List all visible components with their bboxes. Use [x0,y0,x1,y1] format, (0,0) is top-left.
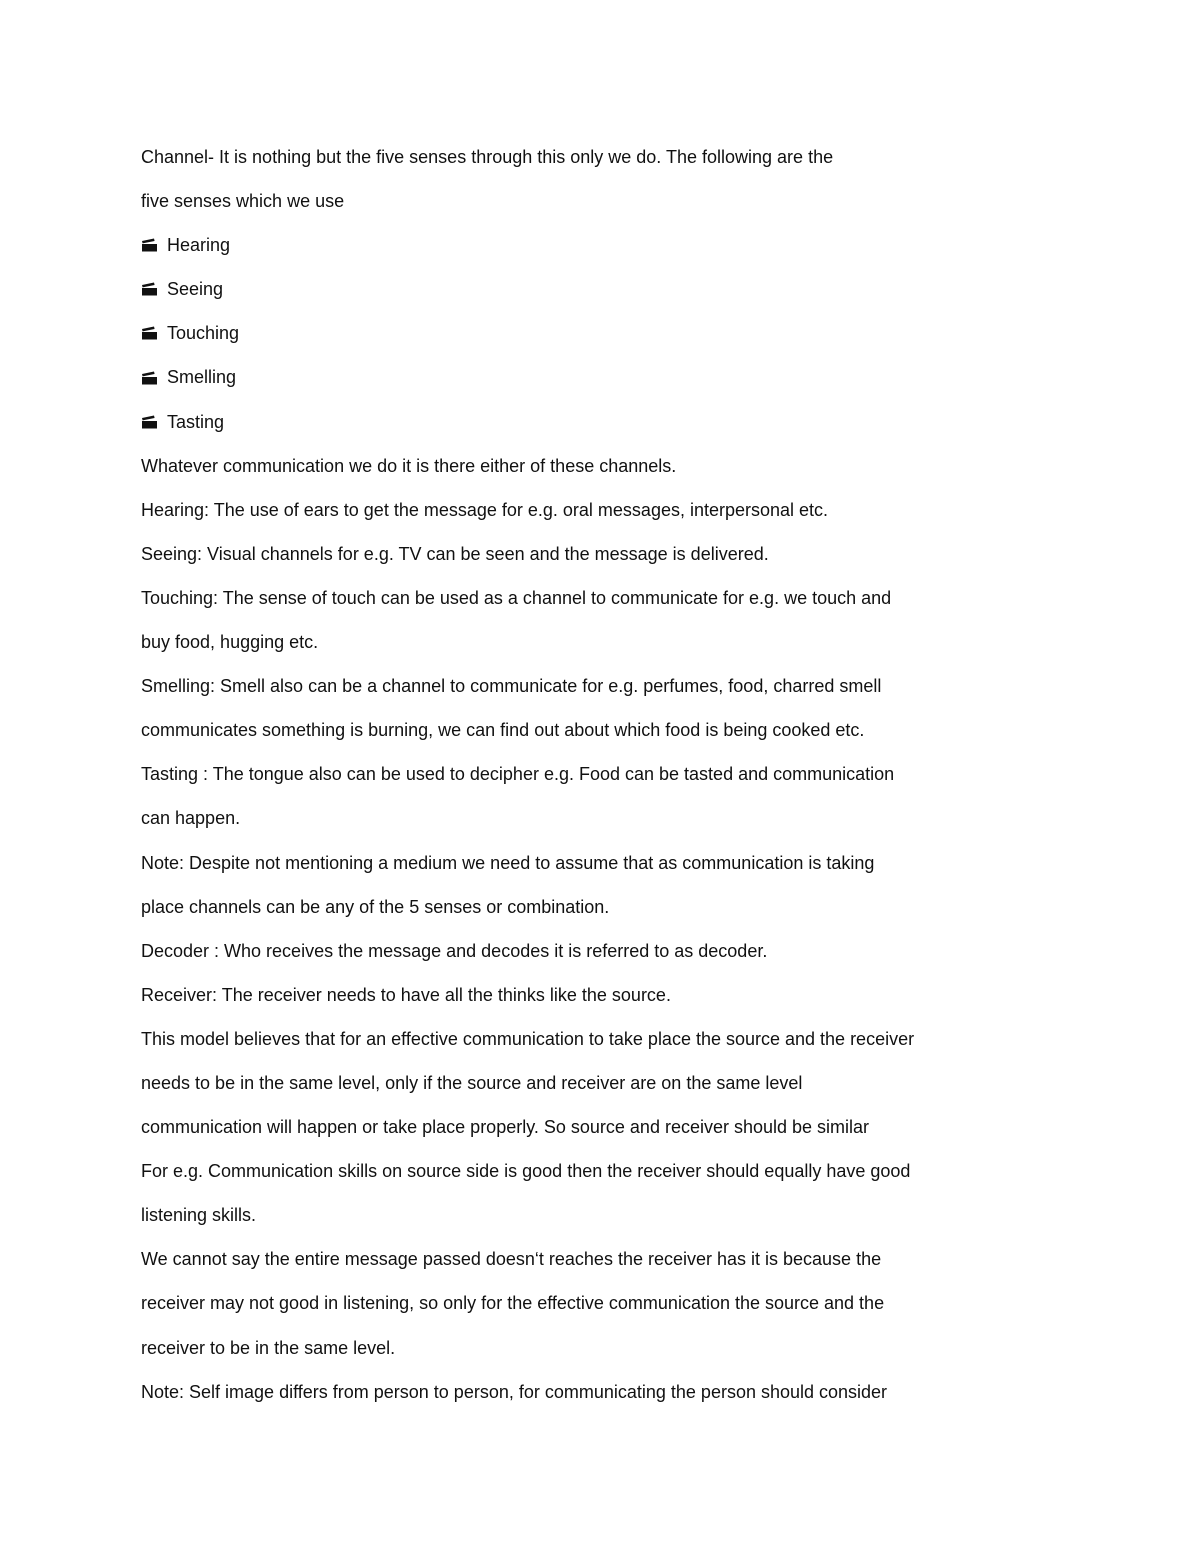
list-item-label: Seeing [167,279,224,300]
list-item-label: Smelling [167,367,237,388]
body-line-16: communication will happen or take place properly. So source and receiver should be similar [141,1117,870,1138]
body-line-11: place channels can be any of the 5 senses or combination. [141,896,610,917]
list-item-hearing [141,223,1021,267]
list-item-smelling [141,355,1021,399]
body-line-21: receiver to be in the same level. [141,1337,396,1358]
body-line-3: Seeing: Visual channels for e.g. TV can be seen and the message is delivered. [141,543,769,564]
clapperboard-icon [141,415,167,429]
body-line-10: Note: Despite not mentioning a medium we need to assume that as communication is taking [141,852,875,873]
body-line-13: Receiver: The receiver needs to have all the thinks like the source. [141,984,671,1005]
body-line-22: Note: Self image differs from person to person, for communicating the person should consider [141,1381,888,1402]
clapperboard-icon [141,238,167,252]
list-item-touching [141,311,1021,355]
body-line-17: For e.g. Communication skills on source side is good then the receiver should equally have good [141,1161,911,1182]
list-item-label: Hearing [167,235,231,256]
list-item-tasting [141,400,1021,444]
body-line-4: Touching: The sense of touch can be used as a channel to communicate for e.g. we touch and [141,587,892,608]
clapperboard-icon [141,282,167,296]
body-line-5: buy food, hugging etc. [141,632,319,653]
body-line-1: Whatever communication we do it is there either of these channels. [141,455,677,476]
clapperboard-icon [141,326,167,340]
body-line-14: This model believes that for an effective communication to take place the source and the receiver [141,1028,915,1049]
body-line-20: receiver may not good in listening, so only for the effective communication the source and the [141,1293,885,1314]
body-line-2: Hearing: The use of ears to get the message for e.g. oral messages, interpersonal etc. [141,499,829,520]
body-line-15: needs to be in the same level, only if the source and receiver are on the same level [141,1072,803,1093]
body-line-19: We cannot say the entire message passed doesn‘t reaches the receiver has it is because the [141,1249,882,1270]
list-item-label: Tasting [167,411,225,432]
body-line-18: listening skills. [141,1205,257,1226]
body-line-8: Tasting : The tongue also can be used to decipher e.g. Food can be tasted and communication [141,764,895,785]
body-line-9: can happen. [141,808,241,829]
intro-line-1: Channel- It is nothing but the five senses through this only we do. The following are the [141,147,834,167]
body-line-6: Smelling: Smell also can be a channel to communicate for e.g. perfumes, food, charred smell [141,676,882,697]
body-line-7: communicates something is burning, we can find out about which food is being cooked etc. [141,720,865,741]
document-body [141,135,1021,1414]
body-line-12: Decoder : Who receives the message and decodes it is referred to as decoder. [141,940,768,961]
list-item-label: Touching [167,323,240,344]
list-item-seeing [141,267,1021,311]
clapperboard-icon [141,371,167,385]
intro-line-2: five senses which we use [141,191,345,212]
